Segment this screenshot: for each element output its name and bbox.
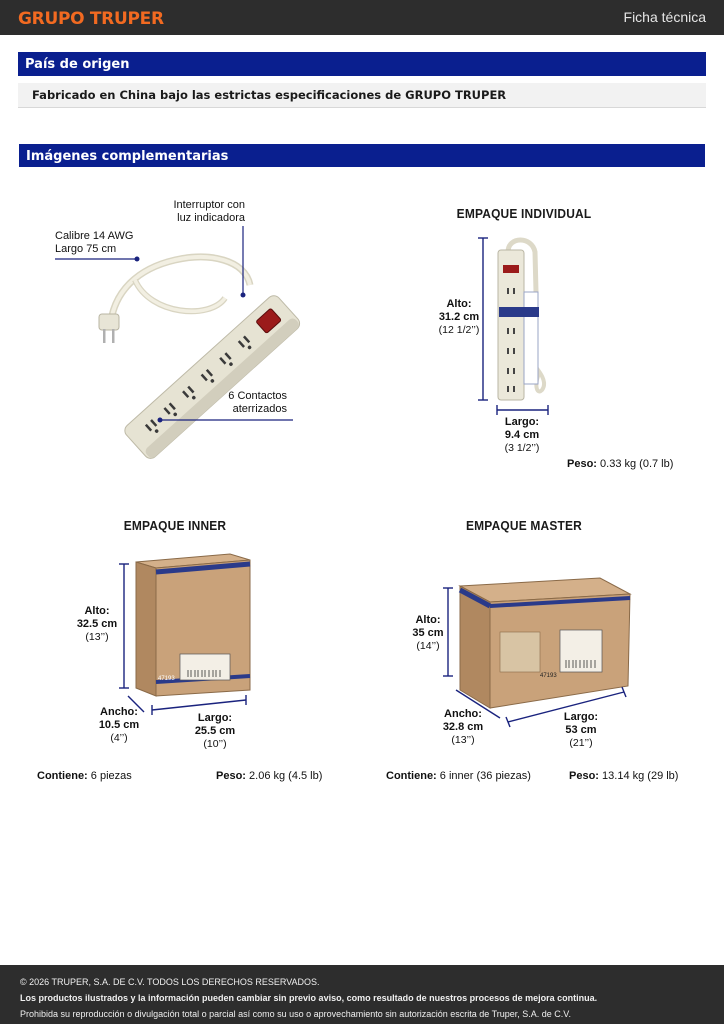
callout-switch-line1: Interruptor con (173, 199, 245, 211)
master-alto-in: (14’’) (416, 640, 440, 652)
master-largo-in: (21’’) (569, 737, 593, 749)
master-title: EMPAQUE MASTER (465, 518, 582, 533)
individual-title: EMPAQUE INDIVIDUAL (456, 206, 592, 221)
inner-largo-in: (10’’) (203, 738, 227, 750)
master-alto-cm: 35 cm (412, 627, 444, 639)
callout-cable-line2: Largo 75 cm (55, 243, 117, 255)
individual-alto-label: Alto: (446, 298, 472, 310)
inner-ancho-in: (4’’) (110, 732, 128, 744)
origin-section-title: País de origen (18, 52, 706, 76)
power-cord (110, 257, 250, 330)
brand-logo: GRUPO TRUPER (18, 9, 164, 29)
callout-contacts-line1: 6 Contactos (228, 390, 287, 402)
individual-package-illustration (470, 232, 560, 417)
individual-largo-cm: 9.4 cm (504, 429, 540, 441)
master-ancho-in: (13’’) (451, 734, 475, 746)
inner-ancho-label: Ancho: (100, 706, 138, 718)
footer-disclaimer: Los productos ilustrados y la información pueden cambiar sin previo aviso, como resultado de nuestros procesos de mejora continua. (20, 993, 598, 1003)
inner-title: EMPAQUE INNER (123, 518, 227, 533)
individual-alto-in: (12 1/2’’) (438, 324, 480, 336)
master-largo (558, 711, 604, 750)
inner-alto (74, 605, 120, 644)
master-largo-label: Largo: (563, 711, 599, 723)
inner-largo-label: Largo: (197, 712, 233, 724)
power-strip-illustration (0, 190, 360, 480)
footer-copyright: © 2026 TRUPER, S.A. DE C.V. TODOS LOS DERECHOS RESERVADOS. (20, 977, 320, 987)
images-section-title: Imágenes complementarias (19, 144, 705, 167)
inner-contents-label: Contiene: (37, 770, 88, 782)
master-largo-cm: 53 cm (565, 724, 597, 736)
individual-largo (499, 416, 545, 455)
callout-cable (55, 230, 133, 256)
inner-alto-cm: 32.5 cm (76, 618, 118, 630)
master-ancho-cm: 32.8 cm (442, 721, 484, 733)
master-ancho-label: Ancho: (444, 708, 482, 720)
master-contents-label: Contiene: (386, 770, 437, 782)
callout-switch (171, 199, 245, 225)
master-contents (386, 770, 531, 782)
doc-type-label: Ficha técnica (623, 9, 706, 25)
origin-text: Fabricado en China bajo las estrictas especificaciones de GRUPO TRUPER (18, 83, 706, 108)
inner-weight (216, 770, 322, 782)
inner-alto-label: Alto: (84, 605, 110, 617)
header-bar (0, 0, 724, 35)
inner-box-illustration (110, 550, 270, 725)
callout-contacts (214, 390, 287, 416)
individual-largo-label: Largo: (504, 416, 540, 428)
individual-alto-cm: 31.2 cm (438, 311, 480, 323)
callout-cable-line1: Calibre 14 AWG (55, 230, 134, 242)
individual-weight-label: Peso: (567, 458, 597, 470)
inner-ancho (96, 706, 142, 745)
inner-alto-in: (13’’) (85, 631, 109, 643)
plug-icon (99, 314, 119, 343)
master-ancho (438, 708, 488, 747)
individual-weight (567, 458, 673, 470)
master-box-code: 47193 (540, 673, 557, 679)
footer-prohibition: Prohibida su reproducción o divulgación total o parcial así como su uso o aprovechamiento sin autorización escrita de Truper, S.A. de C.V. (20, 1009, 571, 1019)
power-strip-body (122, 293, 302, 461)
inner-weight-label: Peso: (216, 770, 246, 782)
inner-contents-value: 6 piezas (90, 770, 132, 782)
inner-weight-value: 2.06 kg (4.5 lb) (249, 770, 323, 782)
callout-contacts-line2: aterrizados (232, 403, 287, 415)
inner-contents (37, 770, 132, 782)
master-alto (406, 614, 450, 653)
inner-largo (190, 712, 240, 751)
inner-box-code: 47193 (158, 676, 175, 682)
callout-switch-line2: luz indicadora (177, 212, 245, 224)
master-weight (569, 770, 678, 782)
master-weight-value: 13.14 kg (29 lb) (602, 770, 679, 782)
individual-largo-in: (3 1/2’’) (504, 442, 540, 454)
master-contents-value: 6 inner (36 piezas) (439, 770, 531, 782)
individual-weight-value: 0.33 kg (0.7 lb) (600, 458, 674, 470)
individual-alto (436, 298, 482, 337)
master-alto-label: Alto: (415, 614, 441, 626)
inner-ancho-cm: 10.5 cm (98, 719, 140, 731)
inner-largo-cm: 25.5 cm (194, 725, 236, 737)
footer (0, 965, 724, 1024)
master-weight-label: Peso: (569, 770, 599, 782)
